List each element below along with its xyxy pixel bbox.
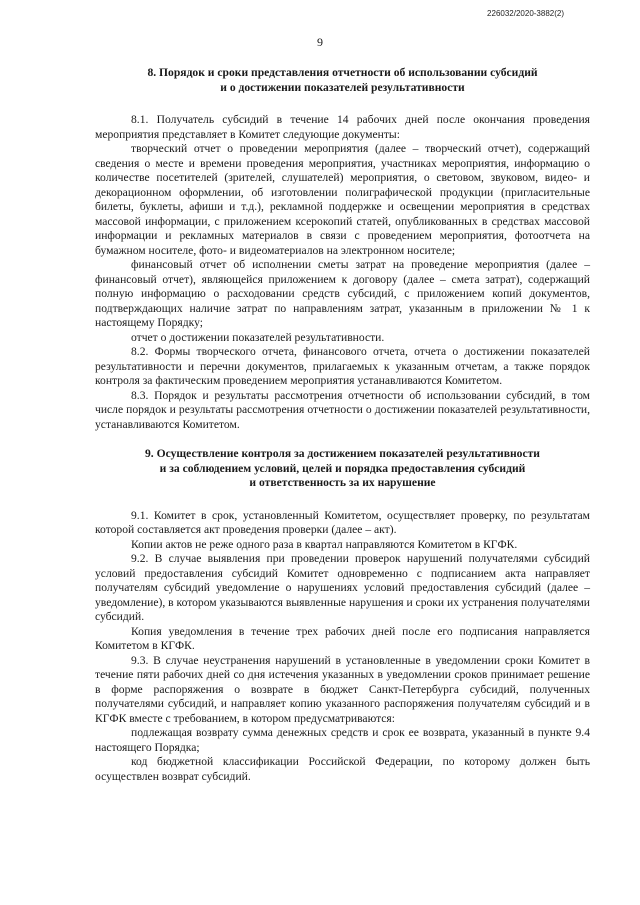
paragraph-act-copies: Копии актов не реже одного раза в квартал направляются Комитетом в КГФК.: [131, 537, 518, 551]
paragraph-budget-code: код бюджетной классификации Российской Федерации, по которому должен быть осуществлен возврат субсидий.: [95, 755, 590, 783]
heading-line: 9. Осуществление контроля за достижением показателей результативности: [144, 447, 540, 460]
page-number: 9: [317, 35, 323, 49]
paragraph-creative-report: творческий отчет о проведении мероприятия (далее – творческий отчет), содержащий сведения о месте и времени проведения мероприятия, участниках мероприятия, информацию о количестве посетителей (зрителей, слушателей) мероприятия, о световом, звуковом, видео- и декорационном оформлении, об изготовлении полиграфической продукции (пригласительные билеты, буклеты, афиши и т.д.), рекламной поддержке и освещении мероприятия в средствах массовой информации, с приложением ксерокопий статей, опубликованных в средствах массовой информации и рекламных материалов в связи с проведением мероприятия, фотоотчета на бумажном носителе, фото- и видеоматериалов на электронном носителе;: [95, 142, 590, 257]
paragraph-8-1: 8.1. Получатель субсидий в течение 14 рабочих дней после окончания проведения мероприятия представляет в Комитет следующие документы:: [95, 113, 590, 141]
paragraph-8-2: 8.2. Формы творческого отчета, финансового отчета, отчета о достижении показателей результативности и перечни документов, прилагаемых к указанным отчетам, а также порядок контроля за фактическим проведением мероприятия устанавливаются Комитетом.: [95, 345, 590, 387]
section-9-heading: [95, 447, 590, 491]
paragraph-financial-report: финансовый отчет об исполнении сметы затрат на проведение мероприятия (далее – финансовый отчет), являющейся приложением к договору (далее – смета затрат), содержащий полную информацию о расходовании средств субсидий, с приложением копий документов, подтверждающих наличие затрат по направлениям затрат, указанным в приложении № 1 к настоящему Порядку;: [95, 258, 590, 329]
paragraph-refund-amount: подлежащая возврату сумма денежных средств и срок ее возврата, указанный в пункте 9.4 настоящего Порядка;: [95, 726, 590, 754]
paragraph-notice-copy: Копия уведомления в течение трех рабочих дней после его подписания направляется Комитетом в КГФК.: [95, 624, 590, 652]
paragraph-performance-report: отчет о достижении показателей результативности.: [131, 330, 385, 344]
heading-line: 8. Порядок и сроки представления отчетности об использовании субсидий: [147, 66, 538, 79]
heading-line: и за соблюдением условий, целей и порядка предоставления субсидий: [159, 461, 526, 475]
section-8-heading: [95, 66, 590, 95]
paragraph-9-3: 9.3. В случае неустранения нарушений в установленные в уведомлении сроки Комитет в течение пяти рабочих дней со дня истечения указанных в уведомлении сроков принимает решение в форме распоряжения о возврате в бюджет Санкт-Петербурга субсидий, полученных получателями субсидий, и направляет копию указанного распоряжения получателям субсидий и в КГФК вместе с требованием, в котором предусматриваются:: [95, 653, 590, 725]
document-body: [95, 66, 590, 784]
paragraph-8-3: 8.3. Порядок и результаты рассмотрения отчетности об использовании субсидий, в том числе порядок и результаты рассмотрения отчетности о достижении показателей результативности, устанавливаются Комитетом.: [95, 388, 590, 431]
paragraph-9-2: 9.2. В случае выявления при проведении проверок нарушений получателями субсидий условий предоставления субсидий Комитет одновременно с подписанием акта направляет получателям субсидий уведомление о нарушениях условий предоставления субсидий (далее – уведомление), в котором указываются выявленные нарушения и сроки их устранения получателями субсидий.: [95, 552, 590, 623]
document-id: 226032/2020-3882(2): [487, 9, 564, 18]
paragraph-9-1: 9.1. Комитет в срок, установленный Комитетом, осуществляет проверку, по результатам которой составляется акт проведения проверки (далее – акт).: [95, 508, 590, 536]
heading-line: и ответственность за их нарушение: [249, 476, 436, 489]
heading-line: и о достижении показателей результативности: [220, 80, 465, 94]
